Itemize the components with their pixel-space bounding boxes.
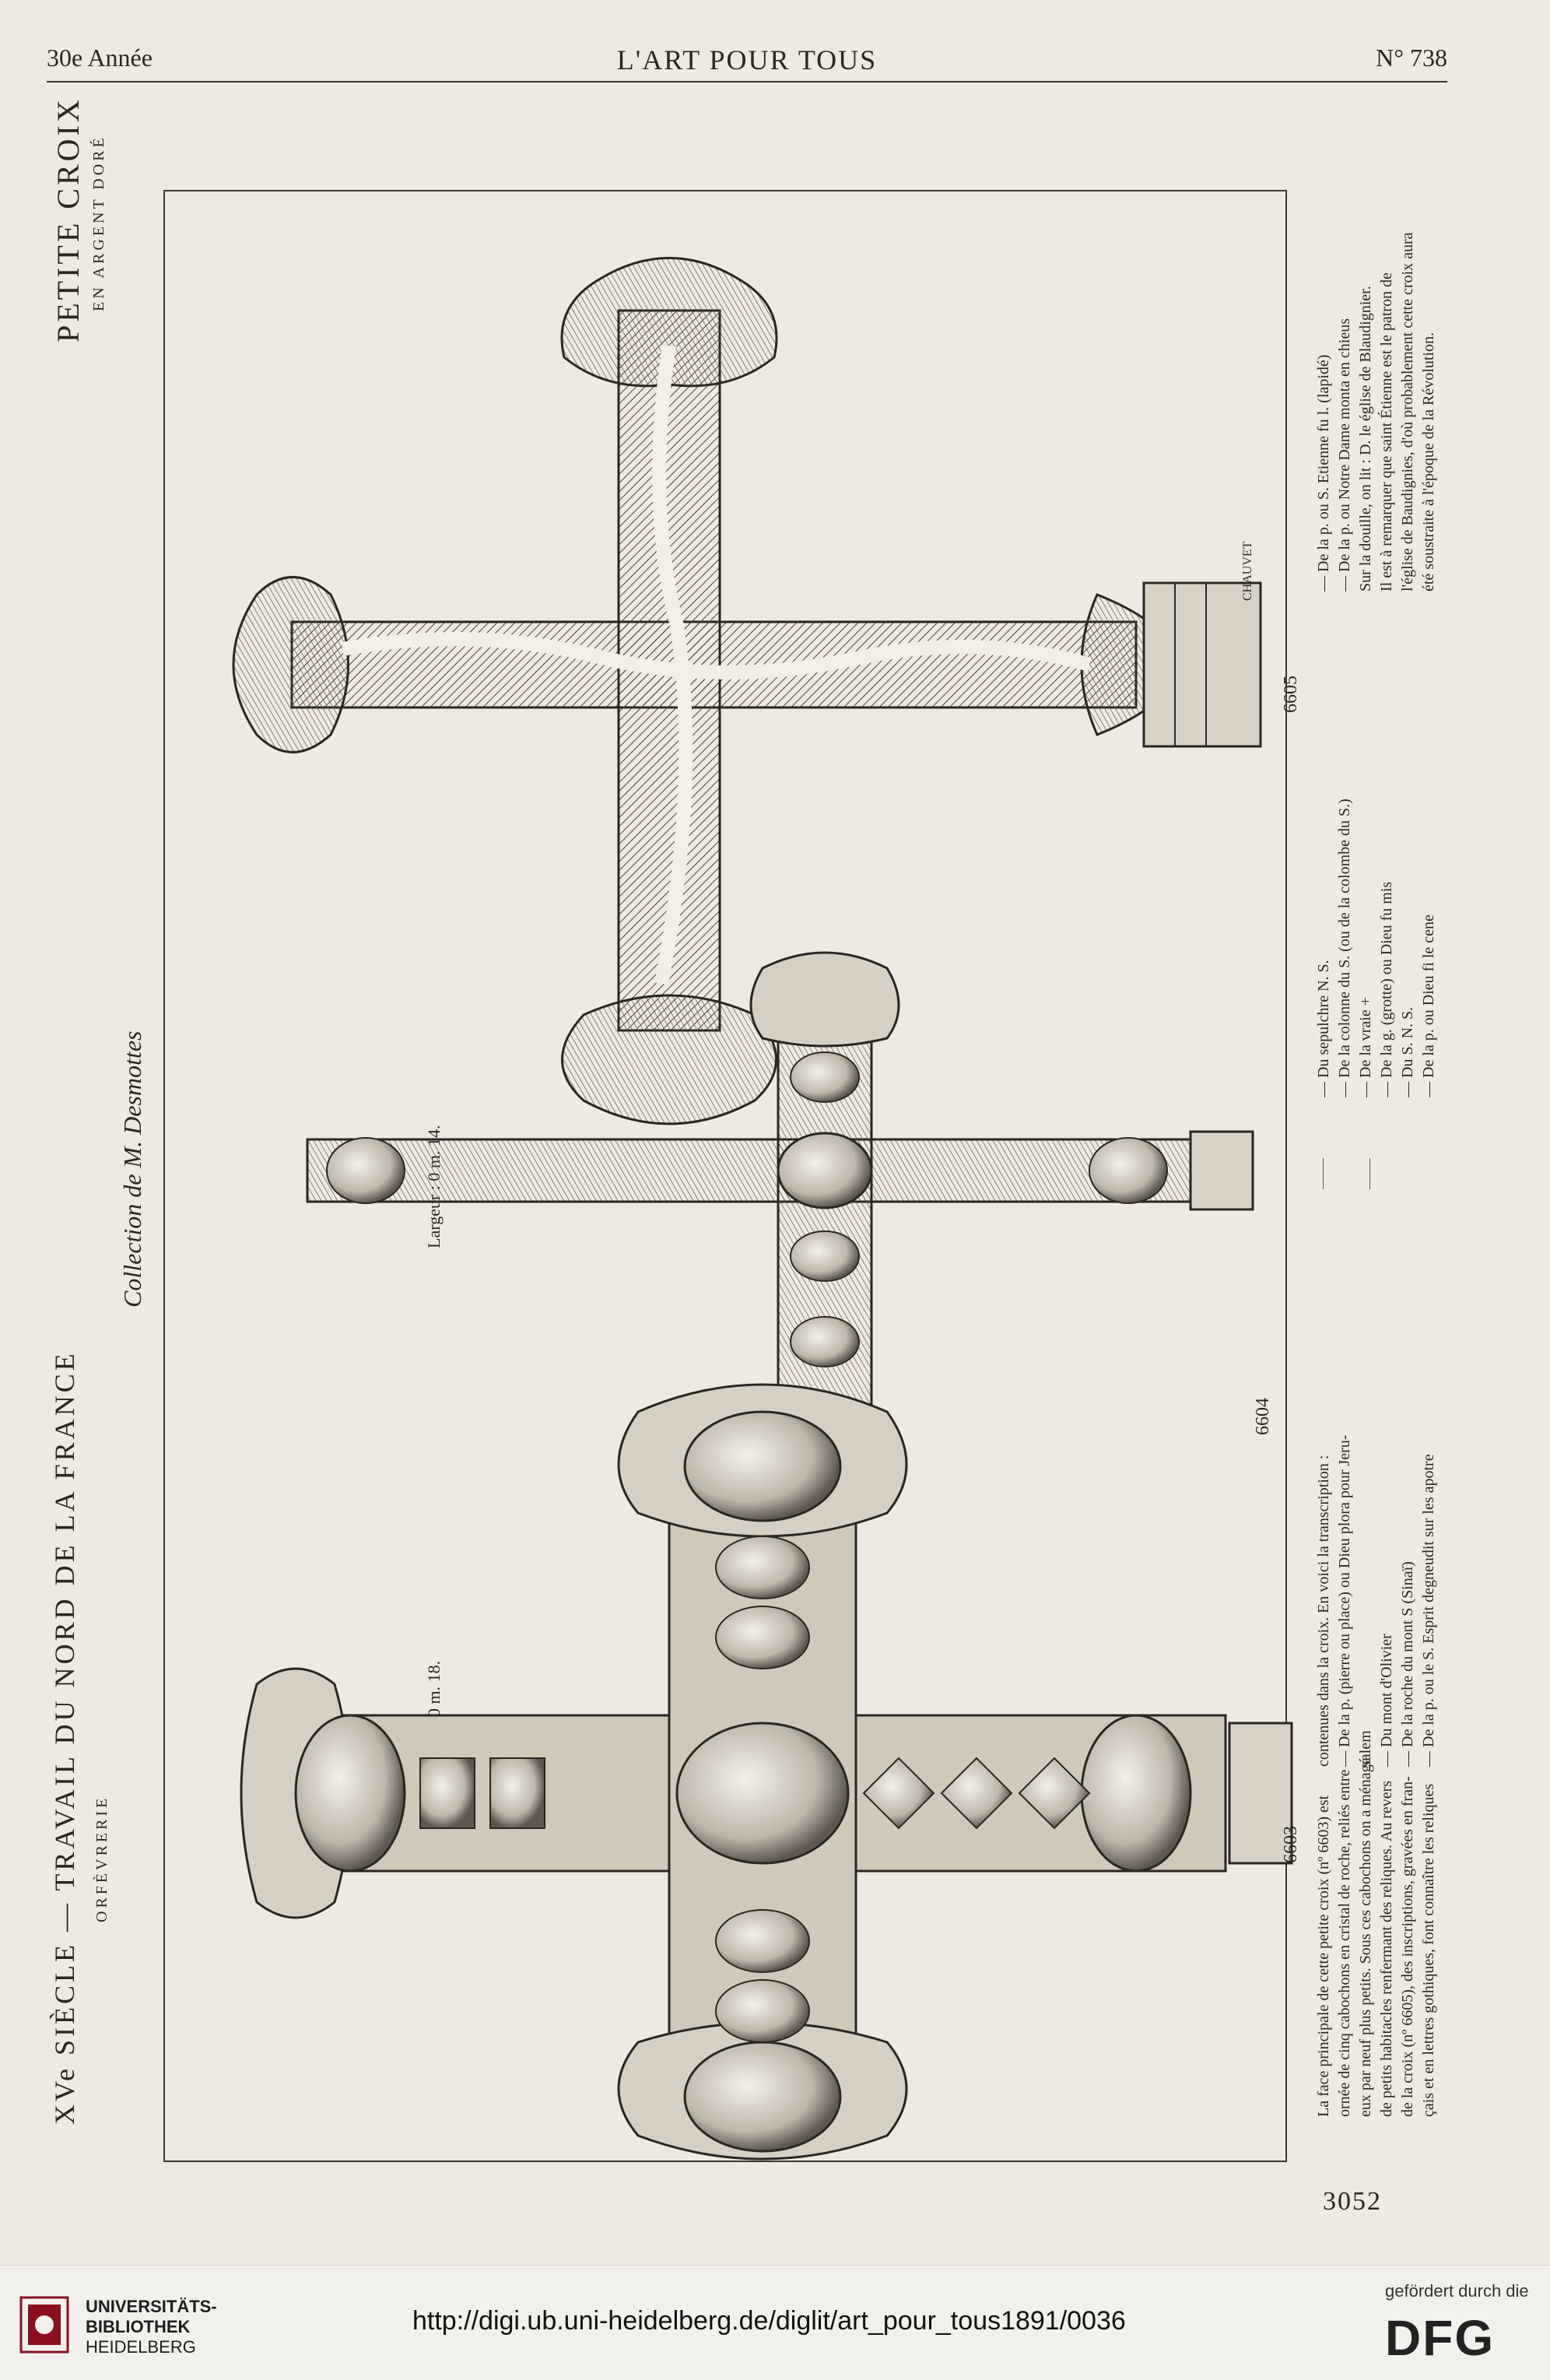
page-number: 3052	[1323, 2187, 1382, 2216]
institution-name: UNIVERSITÄTS- BIBLIOTHEK HEIDELBERG	[86, 2297, 217, 2357]
footer-bar	[0, 2265, 1550, 2380]
figure-6603: 6603	[1281, 1826, 1301, 1863]
plate-title: PETITE CROIX	[51, 97, 86, 342]
caption-line: — Du sepulchre N. S.	[1315, 960, 1332, 1097]
header-title: L'ART POUR TOUS	[616, 44, 878, 75]
caption-line: été soustraite à l'époque de la Révolution.	[1420, 332, 1437, 591]
figure-6605: 6605	[1281, 676, 1301, 713]
header-number: N° 738	[1376, 44, 1447, 72]
plate-period: XVe SIÈCLE — TRAVAIL DU NORD DE LA FRANCE	[49, 1350, 80, 2125]
caption-line: l'église de Baudignies, d'où probablement cette croix aura	[1399, 232, 1416, 591]
caption-line: — De la p. (pierre ou place) ou Dieu plora pour Jeru-	[1336, 1434, 1353, 1767]
source-url[interactable]: http://digi.ub.uni-heidelberg.de/diglit/art_pour_tous1891/0036	[412, 2306, 1126, 2336]
plate-subtitle: EN ARGENT DORÉ	[90, 135, 107, 311]
column-rule	[1369, 1158, 1370, 1189]
caption-line: Sur la douille, on lit : D. le église de Blaudignier.	[1357, 286, 1374, 591]
header-year: 30e Année	[47, 44, 153, 72]
caption-line: ornée de cinq cabochons en cristal de roche, reliés entre	[1336, 1769, 1353, 2117]
collection-label: Collection de M. Desmottes	[118, 1030, 146, 1308]
dfg-logo: DFG	[1385, 2310, 1496, 2366]
figure-6604: 6604	[1253, 1398, 1273, 1435]
caption-line: de la croix (nº 6605), des inscriptions, gravées en fran-	[1399, 1776, 1416, 2117]
caption-line: — Du mont d'Olivier	[1378, 1634, 1395, 1767]
page-header	[47, 44, 1447, 75]
caption-line: — De la p. ou le S. Esprit degneudit sur les apotre	[1420, 1454, 1437, 1767]
university-seal-icon	[17, 2294, 72, 2356]
caption-line: — De la p. ou Notre Dame monta en chieus	[1336, 318, 1353, 591]
caption-line: — De la g. (grotte) ou Dieu fu mis	[1378, 881, 1395, 1097]
caption-line: — De la p. ou S. Etienne fu l. (lapidé)	[1315, 354, 1332, 591]
caption-line: — De la colonne du S. (ou de la colombe du S.)	[1336, 799, 1353, 1097]
cross-6603	[241, 1385, 1292, 2159]
header-rule	[47, 81, 1447, 82]
caption-line: — De la p. ou Dieu fi le cene	[1420, 914, 1437, 1097]
sponsor-label: gefördert durch die	[1385, 2281, 1529, 2301]
plate-illustration	[163, 190, 1301, 2159]
column-rule	[1323, 1158, 1324, 1189]
plate-category: ORFÈVRERIE	[93, 1795, 110, 1922]
caption-line: Il est à remarquer que saint Étienne est le patron de	[1378, 272, 1395, 591]
caption-line: çais et en lettres gothiques, font connaître les reliques	[1420, 1783, 1437, 2117]
caption-line: — Du S. N. S.	[1399, 1006, 1416, 1097]
caption-line: de petits habitacles renfermant des reliques. Au revers	[1378, 1780, 1395, 2117]
caption-line: La face principale de cette petite croix (nº 6603) est	[1315, 1795, 1332, 2117]
caption-line: — De la vraie +	[1357, 996, 1374, 1097]
caption-line: — De la roche du mont S (Sinaï)	[1399, 1561, 1416, 1767]
engraver-signature: CHAUVET	[1241, 541, 1254, 601]
cross-6605	[233, 258, 1261, 1125]
caption-line: contenues dans la croix. En voici la transcription :	[1315, 1455, 1332, 1767]
caption-line: salem	[1357, 1730, 1374, 1767]
caption-line: eux par neuf plus petits. Sous ces cabochons on a ménagé	[1357, 1757, 1374, 2117]
